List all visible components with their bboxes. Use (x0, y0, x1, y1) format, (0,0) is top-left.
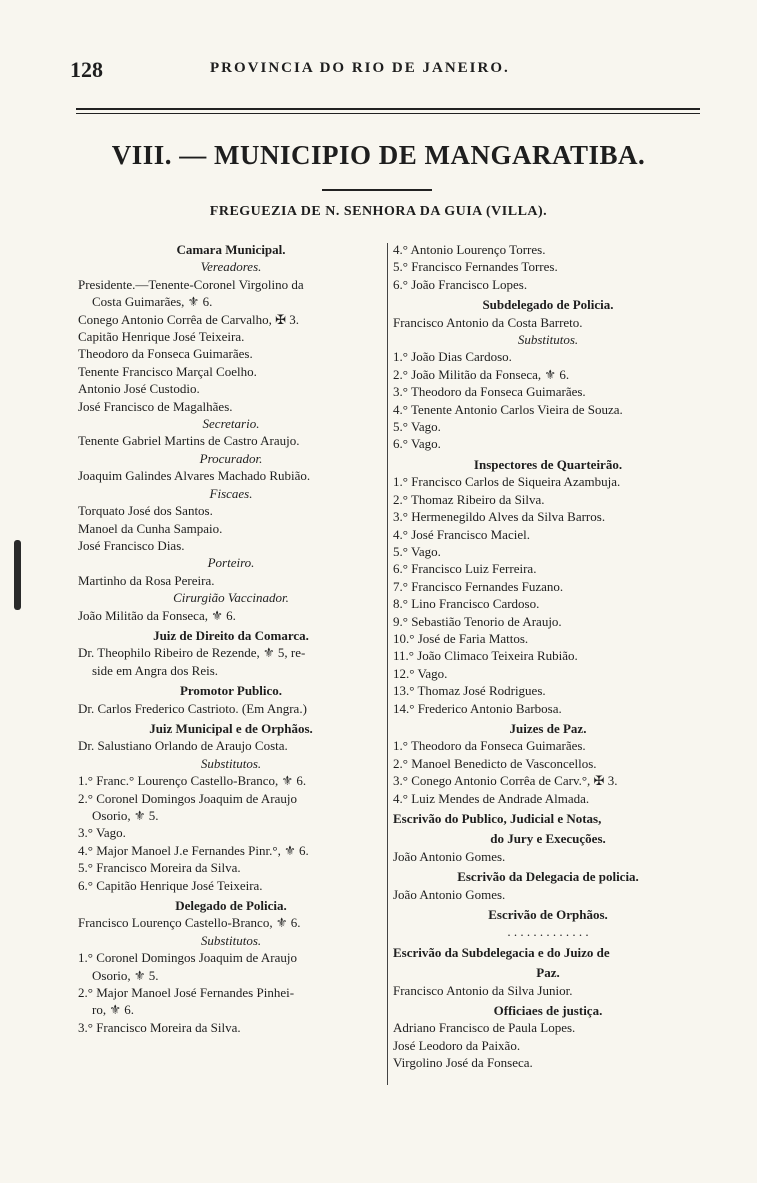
entry-line: 4.° Luiz Mendes de Andrade Almada. (393, 790, 590, 806)
section-heading: Juiz Municipal e de Orphãos. (149, 720, 313, 736)
parish-title: FREGUEZIA DE N. SENHORA DA GUIA (VILLA). (209, 204, 548, 219)
entry-line: 6.° Francisco Luiz Ferreira. (393, 561, 537, 577)
entry-line: 11.° João Climaco Teixeira Rubião. (393, 648, 578, 664)
header-rule-thin (76, 113, 700, 114)
role-subheading: Costa Guimarães, ⚜ 6. (92, 294, 213, 310)
entry-line: 4.° Antonio Lourenço Torres. (393, 242, 546, 257)
entry-line: 5.° Francisco Moreira da Silva. (78, 860, 241, 876)
entry-line: 3.° Hermenegildo Alves da Silva Barros. (393, 509, 606, 525)
section-heading: do Jury e Execuções. (490, 831, 606, 847)
role-subheading: Osorio, ⚜ 5. (92, 808, 159, 823)
entry-line: 2.° Major Manoel José Fernandes Pinhei- (78, 985, 295, 1001)
entry-line: 4.° José Francisco Maciel. (393, 526, 530, 542)
section-heading: Delegado de Policia. (175, 898, 287, 914)
role-subheading: Porteiro. (207, 555, 255, 571)
section-heading: Juizes de Paz. (509, 720, 587, 736)
entry-line: 1.° Theodoro da Fonseca Guimarães. (393, 738, 586, 754)
entry-line: Manoel da Cunha Sampaio. (78, 520, 223, 536)
entry-line: 4.° Tenente Antonio Carlos Vieira de Souza. (393, 401, 623, 417)
section-heading: Promotor Publico. (179, 683, 283, 699)
entry-line: José Leodoro da Paixão. (393, 1037, 521, 1053)
role-subheading: Procurador. (199, 450, 263, 466)
entry-line: 6.° Capitão Henrique José Teixeira. (78, 877, 263, 893)
entry-line: 7.° Francisco Fernandes Fuzano. (393, 578, 564, 594)
entry-line: Dr. Salustiano Orlando de Araujo Costa. (78, 738, 288, 754)
section-heading: Inspectores de Quarteirão. (473, 456, 623, 472)
section-heading: Escrivão de Orphãos. (488, 907, 608, 923)
role-subheading: Substitutos. (517, 332, 579, 348)
entry-line: 5.° Vago. (393, 419, 441, 435)
entry-line: José Francisco de Magalhães. (78, 398, 233, 414)
header-rule (76, 108, 700, 110)
entry-line: Francisco Antonio da Costa Barreto. (393, 314, 583, 330)
margin-ink-mark (14, 540, 21, 610)
entry-line: 5.° Vago. (393, 543, 441, 559)
role-subheading: ro, ⚜ 6. (92, 1002, 134, 1018)
running-head: PROVINCIA DO RIO DE JANEIRO. (210, 60, 510, 76)
section-heading: Escrivão da Delegacia de policia. (457, 869, 639, 885)
section-heading: Paz. (536, 965, 560, 981)
entry-line: 9.° Sebastião Tenorio de Araujo. (393, 613, 562, 629)
entry-line: 3.° Conego Antonio Corrêa de Carv.°, ✠ 3. (393, 773, 618, 789)
role-subheading: Substitutos. (200, 932, 262, 948)
entry-line: 3.° Francisco Moreira da Silva. (78, 1019, 241, 1035)
entry-line: 5.° Francisco Fernandes Torres. (393, 259, 558, 275)
section-heading: Camara Municipal. (176, 242, 286, 257)
role-subheading: Vereadores. (200, 259, 262, 275)
entry-line: Antonio José Custodio. (78, 381, 200, 397)
entry-line: 8.° Lino Francisco Cardoso. (393, 596, 540, 612)
entry-line: Francisco Lourenço Castello-Branco, ⚜ 6. (78, 915, 301, 931)
entry-line: Virgolino José da Fonseca. (393, 1055, 533, 1071)
section-heading: Subdelegado de Policia. (482, 297, 614, 313)
section-heading: Juiz de Direito da Comarca. (153, 627, 309, 643)
entry-line: 13.° Thomaz José Rodrigues. (393, 683, 546, 699)
left-column (78, 241, 384, 1036)
role-subheading: Substitutos. (200, 755, 262, 771)
entry-line: 14.° Frederico Antonio Barbosa. (393, 700, 562, 716)
entry-line: Martinho da Rosa Pereira. (78, 572, 215, 588)
entry-line: 2.° Manoel Benedicto de Vasconcellos. (393, 755, 597, 771)
entry-line: 1.° João Dias Cardoso. (393, 349, 512, 365)
entry-line: Dr. Theophilo Ribeiro de Rezende, ⚜ 5, re- (78, 645, 306, 661)
section-heading: Escrivão da Subdelegacia e do Juizo de (393, 944, 610, 960)
entry-line: 10.° José de Faria Mattos. (393, 630, 529, 646)
role-subheading: Fiscaes. (209, 485, 253, 501)
entry-line: Torquato José dos Santos. (78, 503, 213, 519)
entry-line: Tenente Gabriel Martins de Castro Araujo. (78, 433, 300, 449)
entry-line: Theodoro da Fonseca Guimarães. (78, 346, 253, 362)
entry-line: 12.° Vago. (393, 665, 448, 681)
entry-line: 6.° Vago. (393, 436, 441, 452)
section-heading: Escrivão do Publico, Judicial e Notas, (393, 811, 602, 826)
entry-line: 6.° João Francisco Lopes. (393, 276, 528, 292)
entry-line: José Francisco Dias. (78, 537, 185, 553)
entry-line: 2.° Thomaz Ribeiro da Silva. (393, 491, 545, 507)
entry-line: 1.° Francisco Carlos de Siqueira Azambuja. (393, 474, 621, 490)
entry-line: Capitão Henrique José Teixeira. (78, 329, 245, 345)
entry-line: Conego Antonio Corrêa de Carvalho, ✠ 3. (78, 311, 300, 327)
entry-line: 3.° Vago. (78, 825, 126, 841)
role-subheading: Cirurgião Vaccinador. (173, 590, 289, 606)
entry-line: João Antonio Gomes. (393, 886, 506, 902)
column-divider (387, 243, 388, 1085)
entry-line: 2.° Coronel Domingos Joaquim de Araujo (78, 790, 297, 806)
section-heading: Officiaes de justiça. (493, 1003, 603, 1019)
chapter-title: VIII. — MUNICIPIO DE MANGARATIBA. (111, 140, 646, 170)
entry-line: 2.° João Militão da Fonseca, ⚜ 6. (393, 366, 570, 382)
entry-line: 1.° Franc.° Lourenço Castello-Branco, ⚜ 6. (78, 773, 307, 789)
entry-line: Tenente Francisco Marçal Coelho. (78, 363, 257, 379)
entry-line: . . . . . . . . . . . . . (507, 924, 589, 940)
title-rule (322, 189, 432, 191)
page-number: 128 (70, 57, 103, 82)
right-column (393, 241, 703, 1072)
entry-line: João Antonio Gomes. (393, 848, 506, 864)
entry-line: Francisco Antonio da Silva Junior. (393, 982, 573, 998)
entry-line: 1.° Coronel Domingos Joaquim de Araujo (78, 950, 297, 966)
entry-line: 3.° Theodoro da Fonseca Guimarães. (393, 384, 586, 400)
role-subheading: side em Angra dos Reis. (92, 662, 219, 678)
entry-line: Presidente.—Tenente-Coronel Virgolino da (78, 276, 304, 292)
entry-line: 4.° Major Manoel J.e Fernandes Pinr.°, ⚜ 6. (78, 842, 309, 858)
role-subheading: Osorio, ⚜ 5. (92, 967, 159, 983)
entry-line: João Militão da Fonseca, ⚜ 6. (78, 607, 236, 623)
entry-line: Joaquim Galindes Alvares Machado Rubião. (78, 468, 311, 484)
entry-line: Adriano Francisco de Paula Lopes. (393, 1020, 576, 1036)
entry-line: Dr. Carlos Frederico Castrioto. (Em Angra.) (78, 700, 307, 716)
role-subheading: Secretario. (202, 416, 260, 432)
